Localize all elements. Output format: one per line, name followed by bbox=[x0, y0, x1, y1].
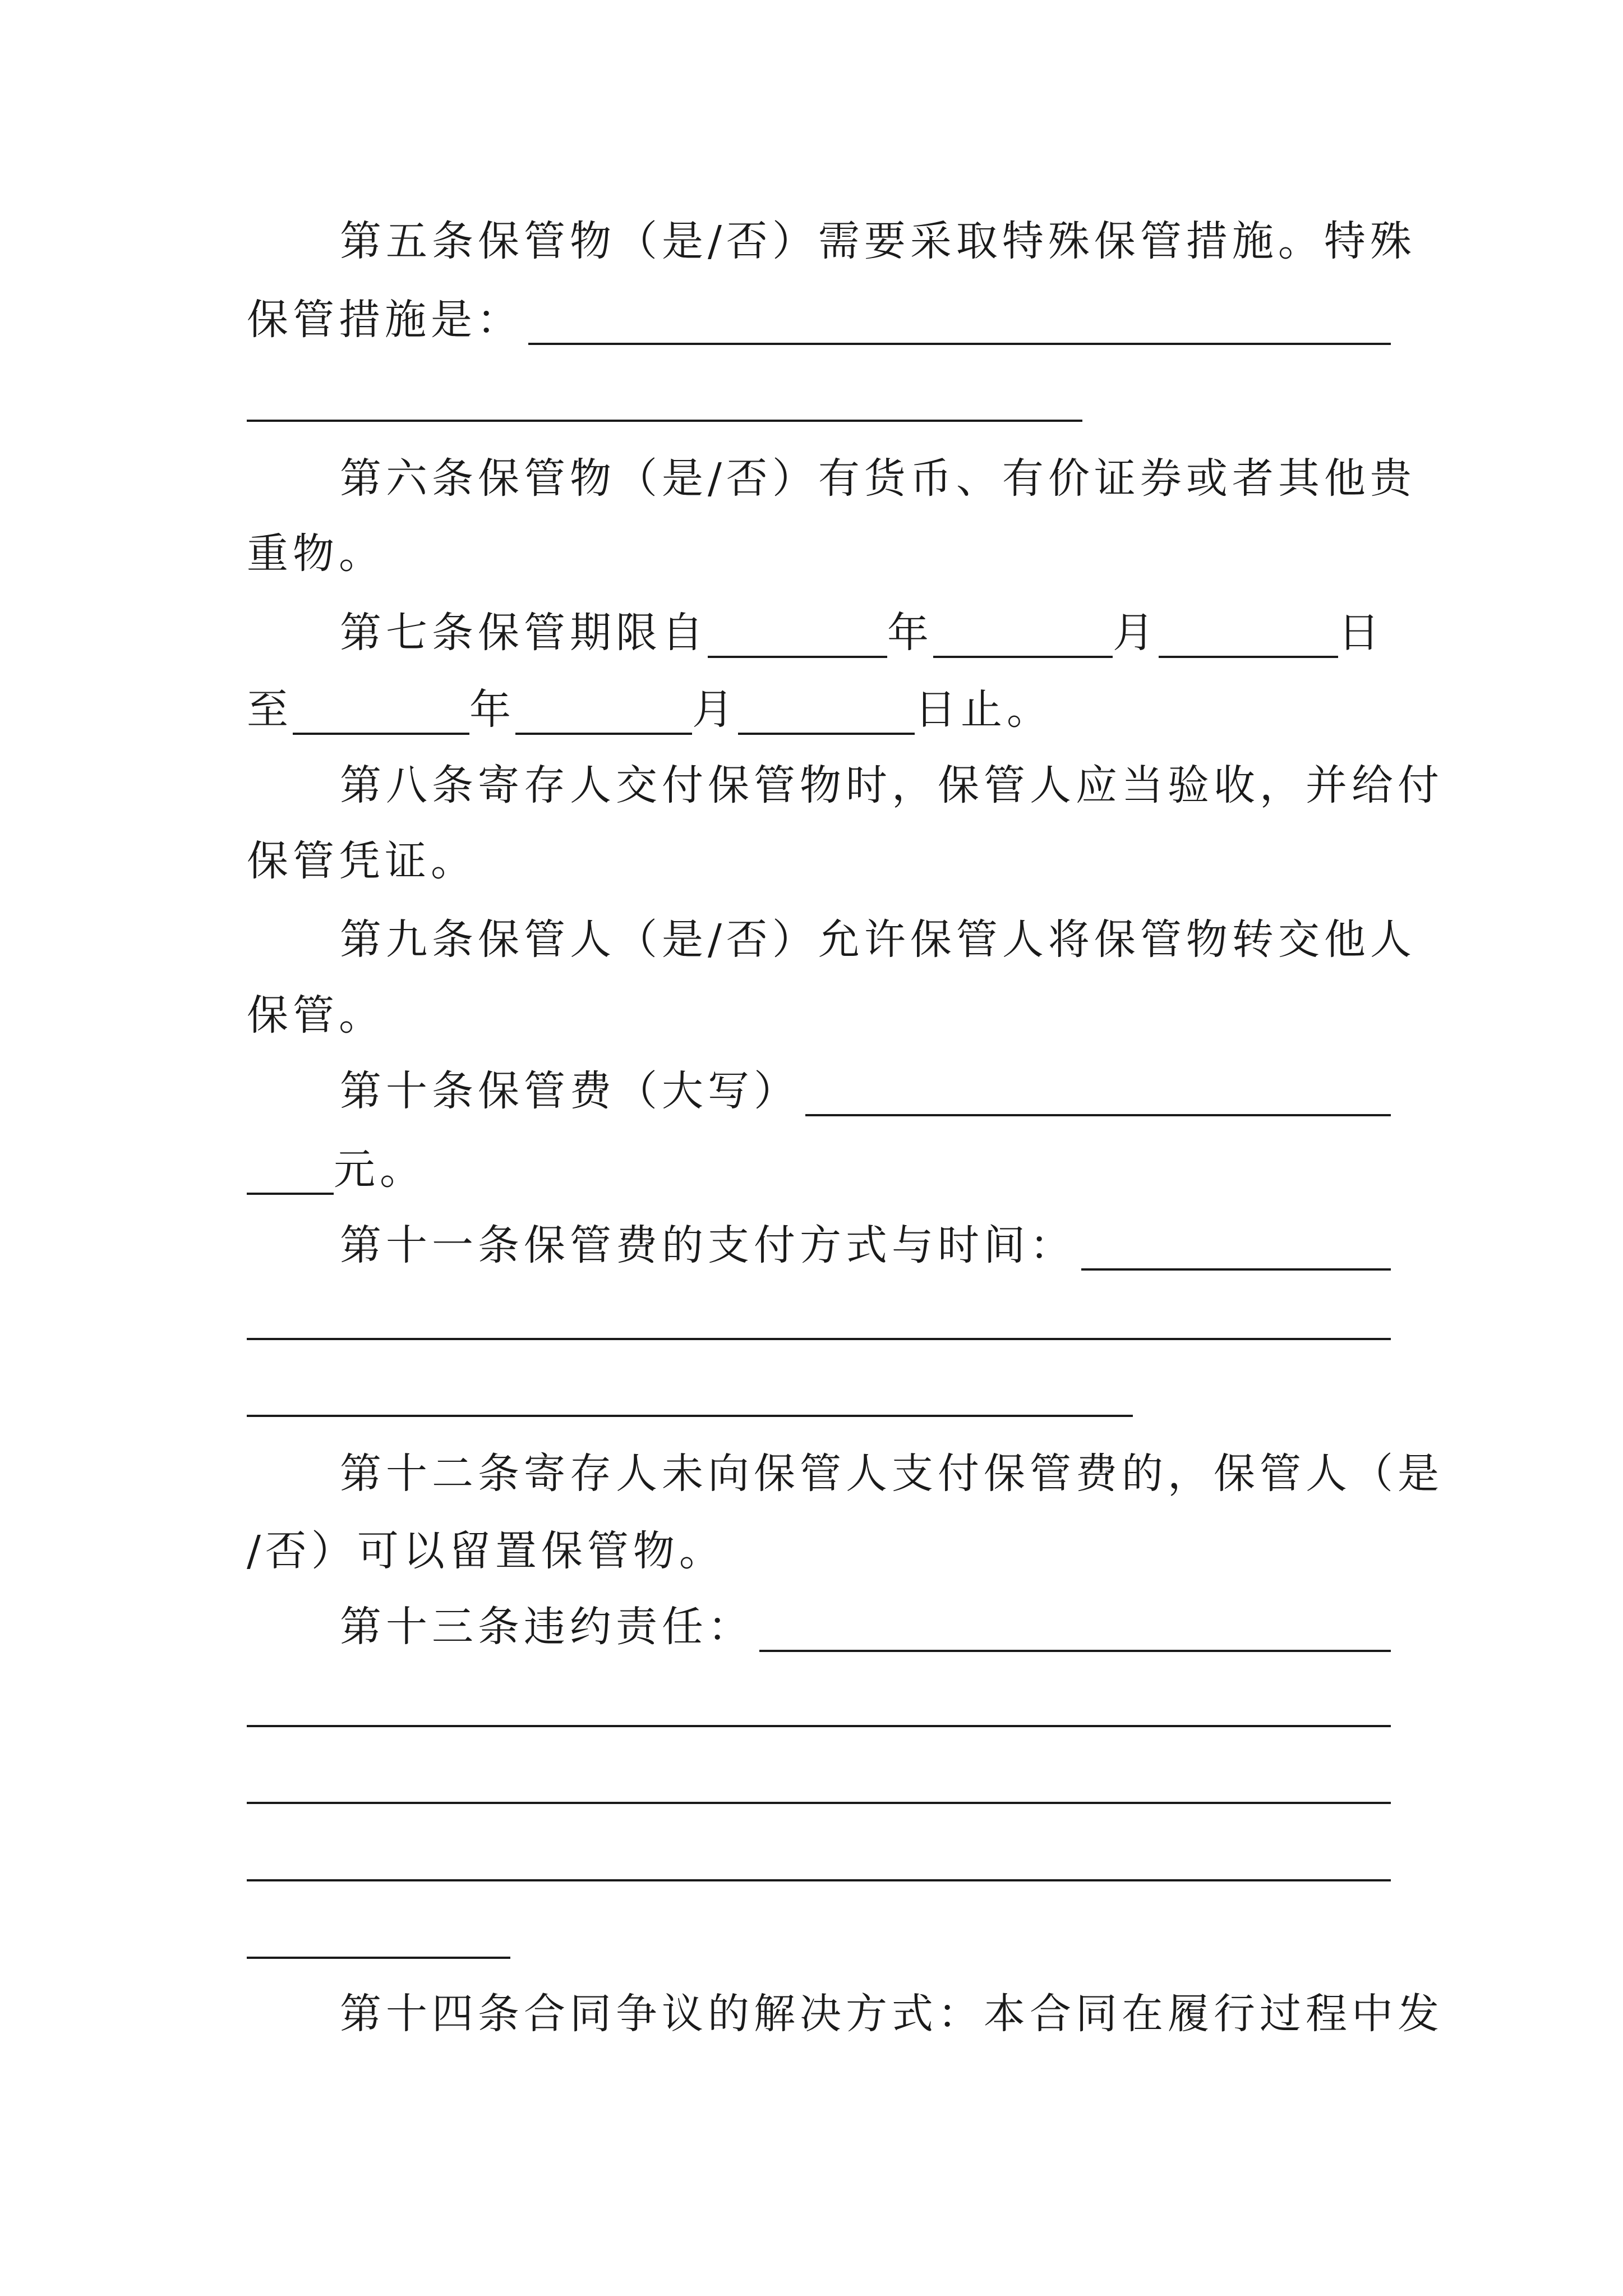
article-6-line-1: 第六条保管物（是/否）有货币、有价证券或者其他贵 bbox=[340, 454, 1416, 503]
article-7-start-year-blank[interactable] bbox=[708, 616, 887, 658]
article-13-fill-rule-1[interactable] bbox=[247, 1725, 1391, 1727]
article-10-line-1 bbox=[340, 1066, 1391, 1116]
article-14-line-1: 第十四条合同争议的解决方式：本合同在履行过程中发 bbox=[340, 1990, 1444, 2038]
article-11-fill-rule-1[interactable] bbox=[247, 1338, 1391, 1340]
article-7-line-2 bbox=[247, 684, 1391, 735]
article-7-end-month-blank[interactable] bbox=[515, 693, 692, 735]
article-7-text-2: 年 bbox=[887, 609, 933, 657]
article-13-fill-rule-4[interactable] bbox=[247, 1957, 510, 1959]
article-7-end-day-blank[interactable] bbox=[738, 693, 915, 735]
article-7-start-month-blank[interactable] bbox=[933, 616, 1113, 658]
article-9-line-2: 保管。 bbox=[247, 991, 385, 1039]
article-13-line-1 bbox=[340, 1602, 1391, 1652]
article-13-fill-blank[interactable] bbox=[759, 1611, 1391, 1652]
article-5-label: 保管措施是： bbox=[247, 296, 523, 344]
article-13-fill-rule-2[interactable] bbox=[247, 1802, 1391, 1804]
article-7-text-3: 月 bbox=[1113, 609, 1159, 657]
article-7-text-8: 日止。 bbox=[915, 685, 1053, 734]
article-5-fill-blank[interactable] bbox=[528, 303, 1391, 345]
article-7-text-5: 至 bbox=[247, 685, 293, 734]
article-8-line-2: 保管凭证。 bbox=[247, 837, 477, 885]
article-8-line-1: 第八条寄存人交付保管物时，保管人应当验收，并给付 bbox=[340, 761, 1444, 809]
article-10-label: 第十条保管费（大写） bbox=[340, 1067, 800, 1115]
article-11-fill-rule-2[interactable] bbox=[247, 1415, 1133, 1417]
article-7-end-year-blank[interactable] bbox=[293, 693, 469, 735]
article-5-fill-rule[interactable] bbox=[247, 420, 1082, 422]
article-13-fill-rule-3[interactable] bbox=[247, 1879, 1391, 1881]
article-11-fill-blank[interactable] bbox=[1081, 1229, 1391, 1271]
article-11-line-1 bbox=[340, 1220, 1391, 1271]
article-7-text-1: 第七条保管期限自 bbox=[340, 609, 708, 657]
article-10-amount-blank-2[interactable] bbox=[247, 1153, 334, 1195]
article-13-label: 第十三条违约责任： bbox=[340, 1603, 754, 1651]
article-10-amount-blank[interactable] bbox=[805, 1075, 1391, 1116]
article-9-line-1: 第九条保管人（是/否）允许保管人将保管物转交他人 bbox=[340, 915, 1416, 964]
article-7-text-6: 年 bbox=[469, 685, 515, 734]
article-12-line-1: 第十二条寄存人未向保管人支付保管费的，保管人（是 bbox=[340, 1450, 1444, 1498]
article-6-line-2: 重物。 bbox=[247, 530, 385, 578]
article-7-start-day-blank[interactable] bbox=[1159, 616, 1338, 658]
article-10-line-2 bbox=[247, 1144, 1391, 1195]
article-5-line-2 bbox=[247, 295, 1391, 345]
article-11-label: 第十一条保管费的支付方式与时间： bbox=[340, 1221, 1076, 1269]
article-5-line-1: 第五条保管物（是/否）需要采取特殊保管措施。特殊 bbox=[340, 217, 1416, 265]
article-12-line-2: /否）可以留置保管物。 bbox=[247, 1527, 725, 1575]
article-7-text-4: 日 bbox=[1338, 609, 1384, 657]
article-7-line-1 bbox=[340, 608, 1391, 658]
article-10-yuan: 元。 bbox=[334, 1145, 426, 1194]
article-7-text-7: 月 bbox=[692, 685, 738, 734]
